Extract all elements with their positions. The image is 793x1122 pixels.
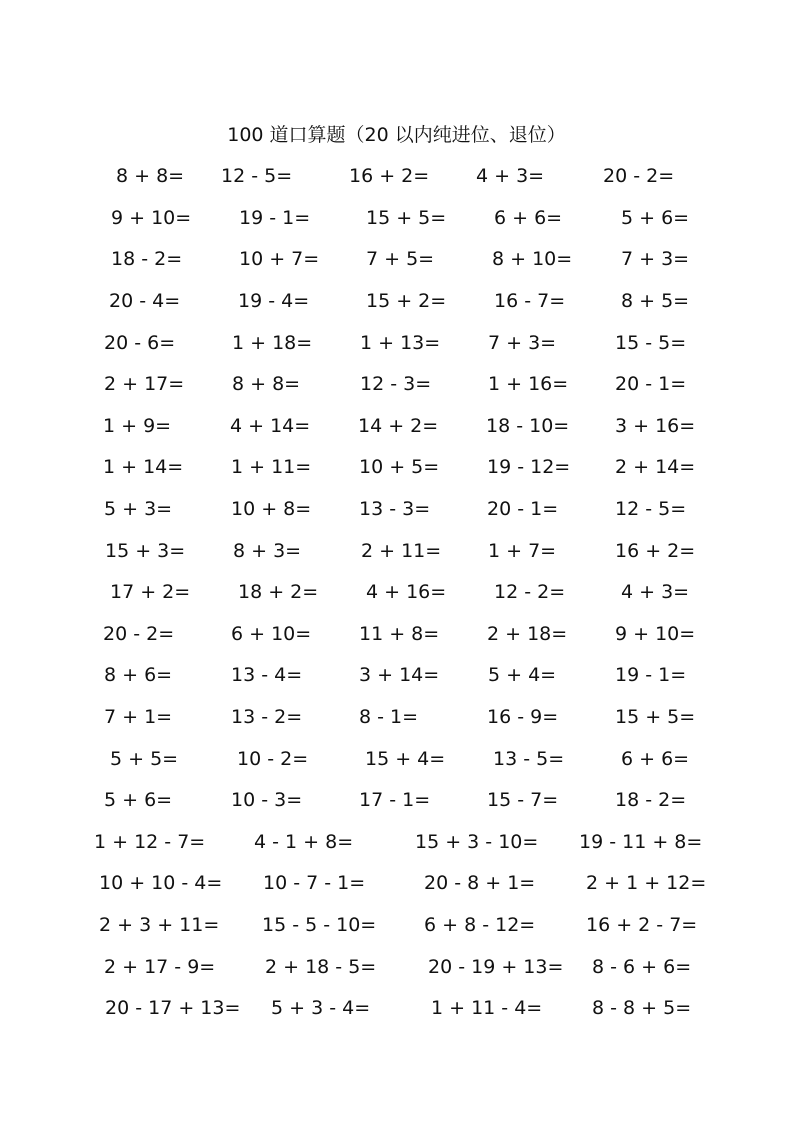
- math-problem: 2 + 3 + 11=: [99, 914, 220, 936]
- math-problem: 5 + 4=: [488, 664, 557, 686]
- math-problem: 2 + 17=: [104, 373, 185, 395]
- problem-row: [0, 827, 793, 857]
- problem-row: [0, 910, 793, 940]
- math-problem: 19 - 1=: [239, 207, 311, 229]
- math-problem: 10 - 3=: [231, 789, 303, 811]
- math-problem: 20 - 19 + 13=: [428, 956, 564, 978]
- math-problem: 8 - 1=: [359, 706, 419, 728]
- math-problem: 1 + 11 - 4=: [431, 997, 543, 1019]
- math-problem: 12 - 3=: [360, 373, 432, 395]
- math-problem: 8 + 3=: [233, 540, 302, 562]
- problem-row: [0, 952, 793, 982]
- math-problem: 20 - 2=: [103, 623, 175, 645]
- problem-row: [0, 452, 793, 482]
- math-problem: 1 + 16=: [488, 373, 569, 395]
- math-problem: 4 - 1 + 8=: [254, 831, 354, 853]
- math-problem: 1 + 12 - 7=: [94, 831, 206, 853]
- math-problem: 9 + 10=: [111, 207, 192, 229]
- math-problem: 8 + 5=: [621, 290, 690, 312]
- math-problem: 13 - 2=: [231, 706, 303, 728]
- problem-row: [0, 577, 793, 607]
- math-problem: 10 - 2=: [237, 748, 309, 770]
- math-problem: 1 + 18=: [232, 332, 313, 354]
- math-problem: 2 + 18 - 5=: [265, 956, 377, 978]
- math-problem: 1 + 9=: [103, 415, 172, 437]
- math-problem: 10 + 10 - 4=: [99, 872, 223, 894]
- math-problem: 1 + 7=: [488, 540, 557, 562]
- problem-row: [0, 286, 793, 316]
- math-problem: 16 + 2=: [349, 165, 430, 187]
- math-problem: 13 - 5=: [493, 748, 565, 770]
- problem-row: [0, 494, 793, 524]
- math-problem: 12 - 2=: [494, 581, 566, 603]
- math-problem: 2 + 14=: [615, 456, 696, 478]
- math-problem: 18 - 10=: [486, 415, 570, 437]
- math-problem: 16 - 9=: [487, 706, 559, 728]
- problem-row: [0, 868, 793, 898]
- math-problem: 1 + 13=: [360, 332, 441, 354]
- math-problem: 8 + 8=: [232, 373, 301, 395]
- math-problem: 8 + 6=: [104, 664, 173, 686]
- worksheet-title: 100 道口算题（20 以内纯进位、退位）: [227, 124, 566, 146]
- math-problem: 17 - 1=: [359, 789, 431, 811]
- math-problem: 15 + 5=: [366, 207, 447, 229]
- problem-row: [0, 619, 793, 649]
- problem-row: [0, 328, 793, 358]
- math-problem: 15 - 5=: [615, 332, 687, 354]
- math-problem: 16 + 2=: [615, 540, 696, 562]
- math-problem: 18 + 2=: [238, 581, 319, 603]
- math-problem: 4 + 3=: [621, 581, 690, 603]
- math-problem: 6 + 6=: [621, 748, 690, 770]
- problem-row: [0, 244, 793, 274]
- math-problem: 2 + 11=: [361, 540, 442, 562]
- math-problem: 3 + 16=: [615, 415, 696, 437]
- math-problem: 18 - 2=: [615, 789, 687, 811]
- math-problem: 6 + 6=: [494, 207, 563, 229]
- math-problem: 19 - 1=: [615, 664, 687, 686]
- math-problem: 9 + 10=: [615, 623, 696, 645]
- math-problem: 3 + 14=: [359, 664, 440, 686]
- problem-row: [0, 993, 793, 1023]
- math-problem: 16 + 2 - 7=: [586, 914, 698, 936]
- math-problem: 17 + 2=: [110, 581, 191, 603]
- math-problem: 10 + 5=: [359, 456, 440, 478]
- math-problem: 5 + 6=: [104, 789, 173, 811]
- math-problem: 2 + 18=: [487, 623, 568, 645]
- math-problem: 1 + 14=: [103, 456, 184, 478]
- math-problem: 15 + 5=: [615, 706, 696, 728]
- math-problem: 6 + 10=: [231, 623, 312, 645]
- math-problem: 10 - 7 - 1=: [263, 872, 366, 894]
- math-problem: 2 + 1 + 12=: [586, 872, 707, 894]
- math-problem: 8 - 8 + 5=: [592, 997, 692, 1019]
- math-problem: 20 - 1=: [487, 498, 559, 520]
- math-problem: 7 + 5=: [366, 248, 435, 270]
- problem-row: [0, 369, 793, 399]
- math-problem: 20 - 6=: [104, 332, 176, 354]
- problem-row: [0, 411, 793, 441]
- math-problem: 12 - 5=: [221, 165, 293, 187]
- problem-row: [0, 785, 793, 815]
- math-problem: 20 - 4=: [109, 290, 181, 312]
- problem-row: [0, 660, 793, 690]
- math-problem: 4 + 16=: [366, 581, 447, 603]
- math-problem: 15 + 4=: [365, 748, 446, 770]
- math-problem: 8 + 8=: [116, 165, 185, 187]
- math-problem: 15 + 3=: [105, 540, 186, 562]
- math-problem: 1 + 11=: [231, 456, 312, 478]
- math-problem: 20 - 17 + 13=: [105, 997, 241, 1019]
- math-problem: 4 + 3=: [476, 165, 545, 187]
- math-problem: 19 - 11 + 8=: [579, 831, 703, 853]
- math-problem: 13 - 3=: [359, 498, 431, 520]
- math-problem: 15 - 5 - 10=: [262, 914, 377, 936]
- math-problem: 6 + 8 - 12=: [424, 914, 536, 936]
- math-problem: 15 - 7=: [487, 789, 559, 811]
- problem-row: [0, 203, 793, 233]
- math-problem: 15 + 3 - 10=: [415, 831, 539, 853]
- math-problem: 20 - 8 + 1=: [424, 872, 536, 894]
- math-problem: 16 - 7=: [494, 290, 566, 312]
- math-problem: 7 + 1=: [104, 706, 173, 728]
- math-problem: 5 + 5=: [110, 748, 179, 770]
- math-problem: 10 + 7=: [239, 248, 320, 270]
- math-problem: 10 + 8=: [231, 498, 312, 520]
- math-problem: 4 + 14=: [230, 415, 311, 437]
- math-problem: 20 - 2=: [603, 165, 675, 187]
- math-problem: 8 + 10=: [492, 248, 573, 270]
- math-problem: 8 - 6 + 6=: [592, 956, 692, 978]
- math-problem: 14 + 2=: [358, 415, 439, 437]
- math-problem: 15 + 2=: [366, 290, 447, 312]
- problem-row: [0, 161, 793, 191]
- problem-row: [0, 702, 793, 732]
- math-problem: 19 - 4=: [238, 290, 310, 312]
- math-problem: 20 - 1=: [615, 373, 687, 395]
- math-problem: 19 - 12=: [487, 456, 571, 478]
- problem-row: [0, 744, 793, 774]
- problem-row: [0, 536, 793, 566]
- math-problem: 5 + 3=: [104, 498, 173, 520]
- math-problem: 11 + 8=: [359, 623, 440, 645]
- math-problem: 18 - 2=: [111, 248, 183, 270]
- math-problem: 5 + 6=: [621, 207, 690, 229]
- math-problem: 5 + 3 - 4=: [271, 997, 371, 1019]
- math-problem: 7 + 3=: [621, 248, 690, 270]
- math-problem: 2 + 17 - 9=: [104, 956, 216, 978]
- math-problem: 12 - 5=: [615, 498, 687, 520]
- math-problem: 13 - 4=: [231, 664, 303, 686]
- math-problem: 7 + 3=: [488, 332, 557, 354]
